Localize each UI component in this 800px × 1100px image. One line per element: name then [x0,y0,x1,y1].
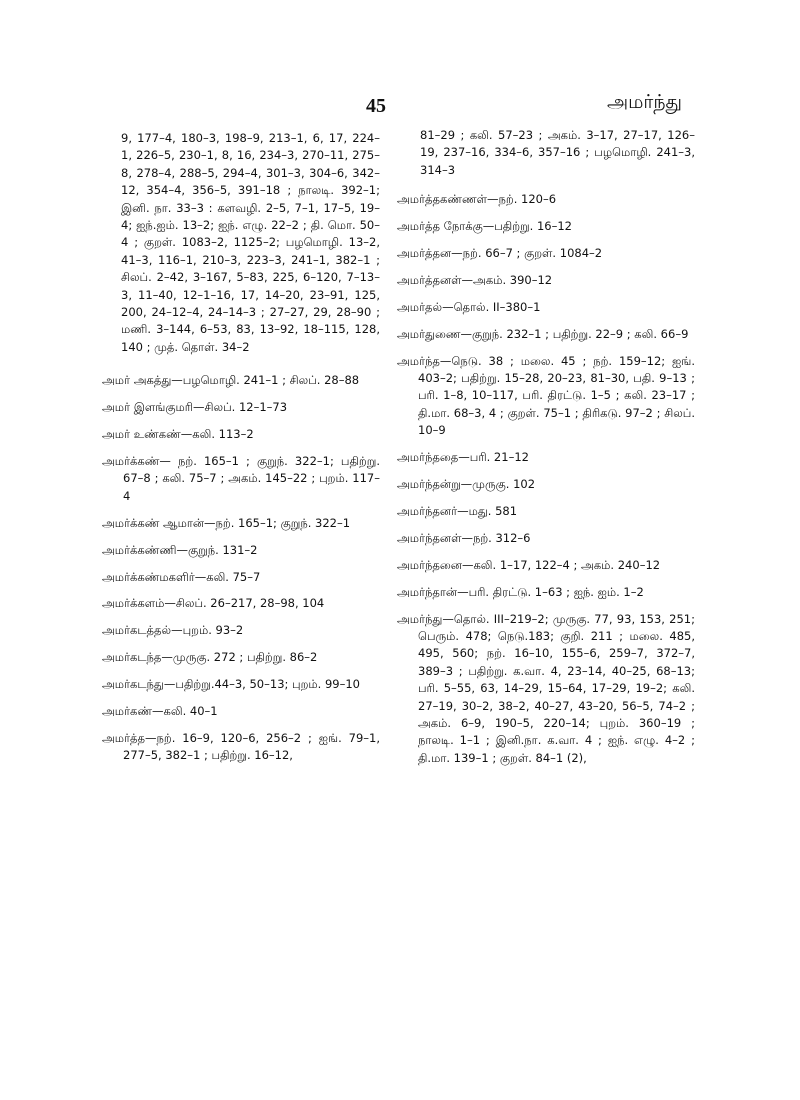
page-number: 45 [366,95,386,117]
left-column [102,130,380,774]
right-column [397,127,695,777]
index-entry: அமர்ந்தான்—பரி. திரட்டு. 1–63 ; ஐந். ஐம். 1–2 [397,584,644,599]
index-entry: அமர்த்த—நற். 16–9, 120–6, 256–2 ; ஐங். 79–1, 277–5, 382–1 ; பதிற்று. 16–12, [102,730,380,763]
index-entry: அமர்ந்தனள்—நற். 312–6 [397,530,531,545]
index-entry: அமர்கடத்தல்—புறம். 93–2 [102,623,244,638]
index-entry: அமர்தல்—தொல். II–380–1 [397,299,541,314]
index-entry: அமர்ந்ததை—பரி. 21–12 [397,450,529,465]
index-entry: அமர்த்தகண்ணள்—நற். 120–6 [397,192,557,207]
index-entry: அமர் உண்கண்—கலி. 113–2 [102,427,254,442]
index-entry: அமர்ந்தனர்—மது. 581 [397,504,518,518]
index-entry: அமர் இளங்குமரி—சிலப். 12–1–73 [102,400,288,415]
index-entry: அமர்த்தன—நற். 66–7 ; குறள். 1084–2 [397,246,603,261]
index-entry: அமர்க்கண்— நற். 165–1 ; குறுந். 322–1; பதிற்று. 67–8 ; கலி. 75–7 ; அகம். 145–22 ; புறம். 117–4 [102,454,380,503]
index-entry: அமர் அகத்து—பழமொழி. 241–1 ; சிலப். 28–88 [102,373,360,388]
index-entry: அமர்கடந்து—பதிற்று.44–3, 50–13; புறம். 99–10 [102,677,361,692]
index-entry: அமர்ந்தன்று—முருகு. 102 [397,477,536,492]
index-entry-continuation: 9, 177–4, 180–3, 198–9, 213–1, 6, 17, 224–1, 226–5, 230–1, 8, 16, 234–3, 270–11, 275–8, 278–4, 288–5, 294–4, 301–3, 304–6, 342–12, 354–4, 356–5, 391–18 ; நாலடி. 392–1; இனி. நா. 33–3 : களவழி. 2–5, 7–1, 17–5, 19–4; ஐந்.ஐம். 13–2; ஐந். எழு. 22–2 ; தி. மொ. 50–4 ; குறள். 1083–2, 1125–2; பழமொழி. 13–2, 41–3, 116–1, 210–3, 223–3, 241–1, 382–1 ; சிலப். 2–42, 3–167, 5–83, 225, 6–120, 7–13–3, 11–40, 12–1–16, 17, 14–20, 23–91, 125, 200, 24–12–4, 24–14–3 ; 27–27, 29, 28–90 ; மணி. 3–144, 6–53, 83, 13–92, 18–115, 128, 140 ; முத். தொள். 34–2 [121,131,380,354]
index-entry: அமர்கடந்த—முருகு. 272 ; பதிற்று. 86–2 [102,650,318,665]
index-entry: அமர்ந்து—தொல். III–219–2; முருகு. 77, 93, 153, 251; பெரும். 478; நெடு.183; குறி. 211 ; மலை. 485, 495, 560; நற். 16–10, 155–6, 259–7, 372–7, 389–3 ; பதிற்று. க.வா. 4, 23–14, 40–25, 68–13; பரி. 5–55, 63, 14–29, 15–64, 17–29, 19–2; கலி. 27–19, 30–2, 38–2, 40–27, 43–20, 56–5, 74–2 ; அகம். 6–9, 190–5, 220–14; புறம். 360–19 ; நாலடி. 1–1 ; இனி.நா. க.வா. 4 ; ஐந். எழு. 4–2 ; தி.மா. 139–1 ; குறள். 84–1 (2), [397,611,695,765]
index-entry: அமர்க்கண்ணி—குறுந். 131–2 [102,542,258,557]
running-head: அமர்ந்து [607,91,682,113]
index-entry: அமர்க்களம்—சிலப். 26–217, 28–98, 104 [102,596,325,611]
index-entry: அமர்துணை—குறுந். 232–1 ; பதிற்று. 22–9 ; கலி. 66–9 [397,326,689,341]
index-entry-continuation: 81–29 ; கலி. 57–23 ; அகம். 3–17, 27–17, 126–19, 237–16, 334–6, 357–16 ; பழமொழி. 241–3, 314–3 [420,128,695,177]
index-entry: அமர்த்த நோக்கு—பதிற்று. 16–12 [397,219,572,234]
index-entry: அமர்த்தனள்—அகம். 390–12 [397,272,553,287]
index-entry: அமர்கண்—கலி. 40–1 [102,704,218,719]
index-entry: அமர்க்கண்மகளிர்—கலி. 75–7 [102,569,261,584]
index-entry: அமர்ந்த—நெடு. 38 ; மலை. 45 ; நற். 159–12; ஐங். 403–2; பதிற்று. 15–28, 20–23, 81–30, பதி. 9–13 ; பரி. 1–8, 10–117, பரி. திரட்டு. 1–5 ; கலி. 23–17 ; தி.மா. 68–3, 4 ; குறள். 75–1 ; திரிகடு. 97–2 ; சிலப். 10–9 [397,353,695,438]
index-entry: அமர்க்கண் ஆமான்—நற். 165–1; குறுந். 322–1 [102,515,351,530]
index-entry: அமர்ந்தனை—கலி. 1–17, 122–4 ; அகம். 240–12 [397,557,661,572]
